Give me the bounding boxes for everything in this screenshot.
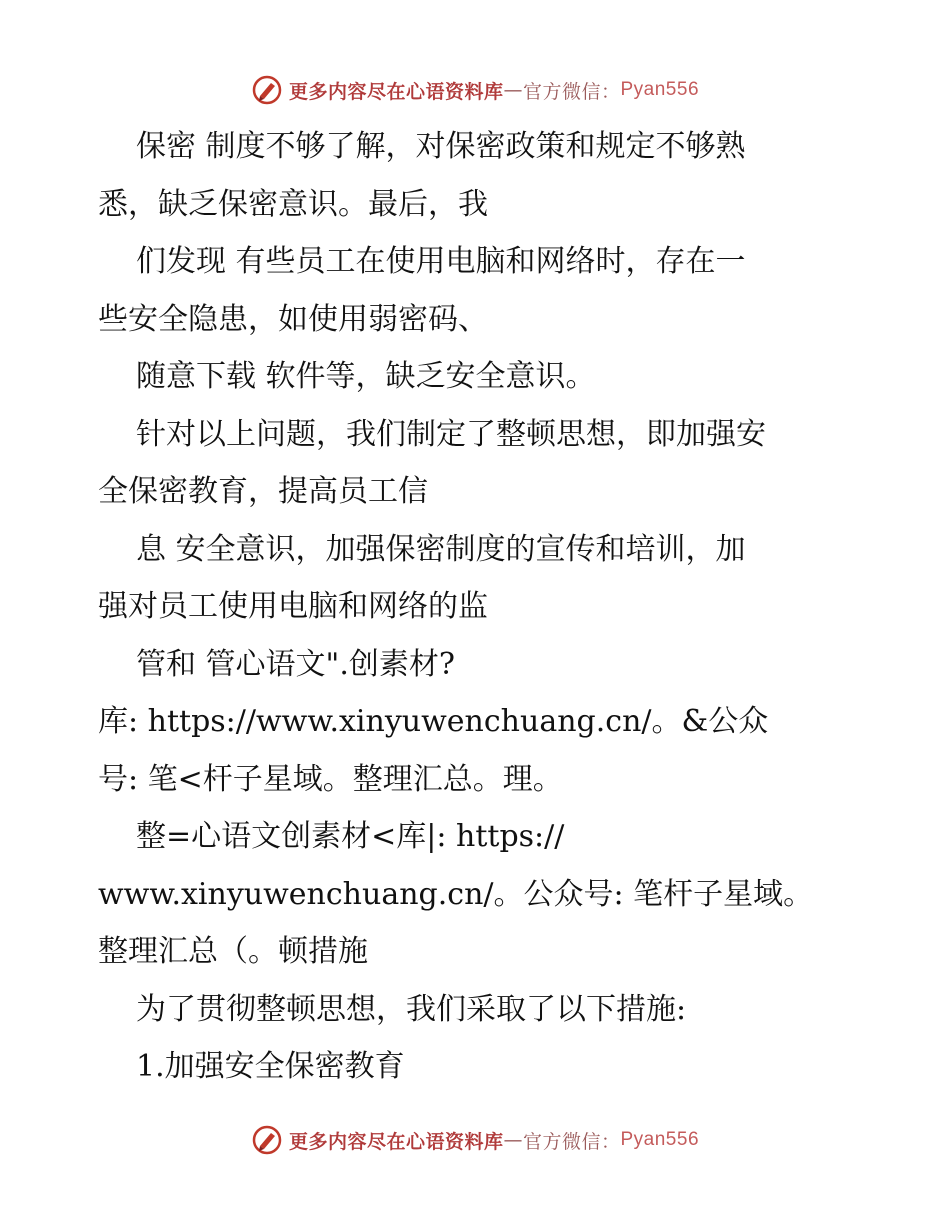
text-line: 些安全隐患，如使用弱密码、 bbox=[98, 301, 488, 337]
text-line: www.xinyuwenchuang.cn/。公众号: 笔杆子星域。 bbox=[98, 876, 814, 912]
banner-dash: — bbox=[503, 79, 523, 101]
text-line: 全保密教育，提高员工信 bbox=[98, 474, 428, 509]
pen-logo-icon bbox=[251, 74, 283, 106]
text-line: 针对以上问题，我们制定了整顿思想，即加强安 bbox=[136, 416, 766, 452]
banner-main-text: 更多内容尽在心语资料库 bbox=[288, 80, 504, 103]
text-line: 悉，缺乏保密意识。最后，我 bbox=[98, 186, 488, 222]
text-line: 随意下载 软件等，缺乏安全意识。 bbox=[136, 359, 596, 394]
text-line: 整=心语文创素材<库|: https:// bbox=[136, 819, 565, 854]
banner-wechat-id: Pyan556 bbox=[620, 1129, 700, 1150]
banner-main-text: 更多内容尽在心语资料库 bbox=[288, 1130, 504, 1153]
text-line: 管和 管心语文".创素材? bbox=[136, 646, 455, 682]
text-line: 息 安全意识，加强保密制度的宣传和培训，加 bbox=[136, 531, 746, 567]
document-body bbox=[98, 118, 898, 1096]
text-line: 整理汇总（。顿措施 bbox=[98, 934, 368, 969]
banner-dash: — bbox=[503, 1129, 523, 1151]
banner-wechat-label: 官方微信： bbox=[522, 1130, 621, 1153]
text-line: 1.加强安全保密教育 bbox=[136, 1049, 405, 1084]
text-line: 保密 制度不够了解，对保密政策和规定不够熟 bbox=[136, 129, 746, 164]
text-line: 号: 笔<杆子星域。整理汇总。理。 bbox=[98, 761, 563, 797]
pen-logo-icon bbox=[251, 1124, 283, 1156]
banner-wechat-label: 官方微信： bbox=[522, 80, 621, 103]
header-banner bbox=[0, 72, 950, 108]
text-line: 们发现 有些员工在使用电脑和网络时，存在一 bbox=[136, 244, 746, 279]
text-line: 强对员工使用电脑和网络的监 bbox=[98, 589, 488, 624]
text-line: 为了贯彻整顿思想，我们采取了以下措施: bbox=[136, 991, 687, 1027]
banner-wechat-id: Pyan556 bbox=[620, 79, 700, 100]
text-line: 库: https://www.xinyuwenchuang.cn/。&公众 bbox=[98, 704, 769, 739]
footer-banner bbox=[0, 1122, 950, 1158]
